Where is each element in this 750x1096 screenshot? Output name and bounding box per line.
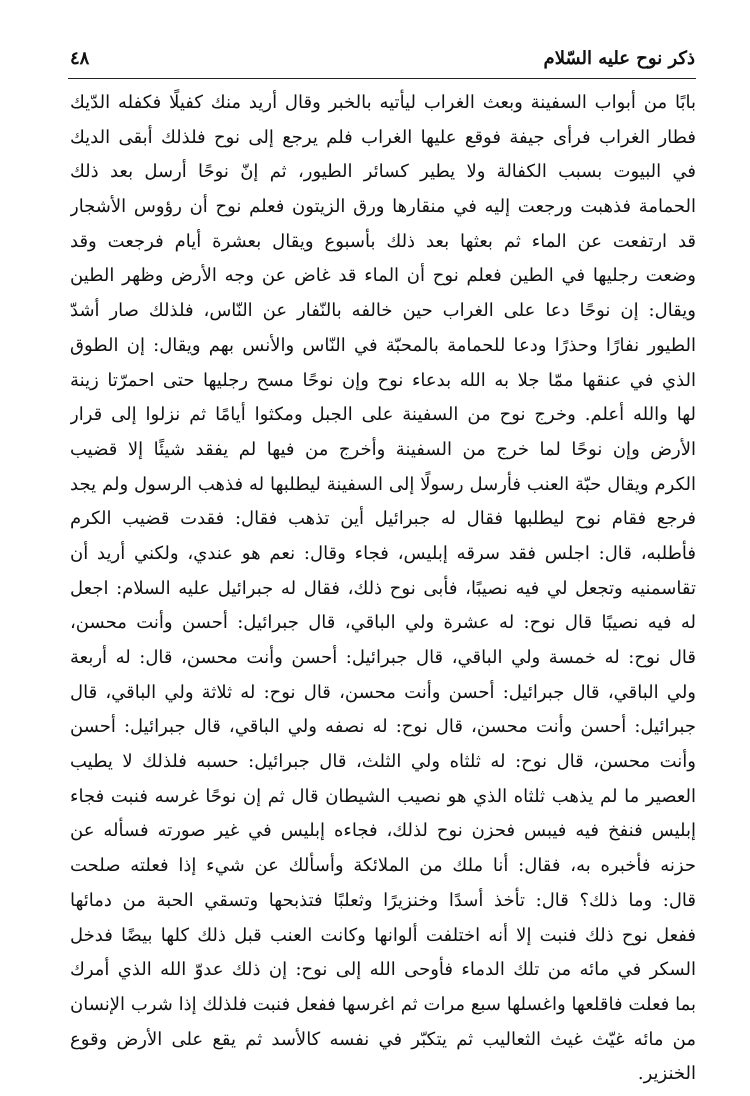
text-line: لها والله أعلم. وخرج نوح من السفينة على الجبل ومكثوا أيامًا ثم نزلوا إلى قرار xyxy=(70,404,696,426)
page-header xyxy=(70,46,695,76)
text-line: ففعل نوح ذلك فنبت إلا أنه اختلفت ألوانها وكانت العنب قبل ذلك كلها بيضًا فدخل xyxy=(70,924,696,946)
text-line: فأطلبه، قال: اجلس فقد سرقه إبليس، فجاء وقال: نعم هو عندي، ولكني أريد أن xyxy=(70,542,696,564)
text-line: حزنه فأخبره به، فقال: أنا ملك من الملائكة وأسألك عن شيء إذا فعلته صلحت xyxy=(70,855,696,877)
text-line: الخنزير. xyxy=(637,1063,696,1085)
text-line: الحمامة فذهبت ورجعت إليه في منقارها ورق الزيتون فعلم نوح أن رؤوس الأشجار xyxy=(70,196,696,218)
text-line: الأرض وإن نوحًا لما خرج من السفينة وأخرج من فيها لم يفقد شيئًا إلا قضيب xyxy=(70,438,696,460)
text-line: تقاسمنيه وتجعل لي فيه نصيبًا، فأبى نوح ذلك، فقال له جبرائيل عليه السلام: اجعل xyxy=(70,577,696,599)
text-line: في البيوت بسبب الكفالة ولا يطير كسائر الطيور، ثم إنّ نوحًا أرسل بعد ذلك xyxy=(70,161,696,183)
text-line: الذي في عنقها ممّا جلا به الله بدعاء نوح وإن نوحًا مسح رجليها حتى احمرّتا زينة xyxy=(70,369,696,391)
text-line: بابًا من أبواب السفينة وبعث الغراب ليأتيه بالخبر وقال أريد منك كفيلًا فكفله الدّيك xyxy=(70,92,696,113)
text-line: ويقال: إن نوحًا دعا على الغراب حين خالفه بالنّفار عن النّاس، فلذلك صار أشدّ xyxy=(70,300,696,322)
text-line: السكر في مائه من تلك الدماء فأوحى الله إلى نوح: إن ذلك عدوّ الله الذي أمرك xyxy=(70,959,696,981)
text-line: فرجع فقام نوح ليطلبها فقال له جبرائيل أين تذهب فقال: فقدت قضيب الكرم xyxy=(70,508,696,530)
text-line: ولي الباقي، قال جبرائيل: أحسن وأنت محسن، قال نوح: له ثلاثة ولي الباقي، قال xyxy=(70,681,696,703)
page-number: ٤٨ xyxy=(70,48,90,69)
text-line: وضعت رجليها في الطين فعلم نوح أن الماء قد غاض عن وجه الأرض وظهر الطين xyxy=(70,265,696,287)
text-line: وأنت محسن، قال نوح: له ثلثاه ولي الثلث، قال جبرائيل: حسبه فلذلك لا يطيب xyxy=(70,751,696,773)
text-line: إبليس فنفخ فيه فيبس فحزن نوح لذلك، فجاءه إبليس في غير صورته فسأله عن xyxy=(70,820,696,842)
text-line: الكرم ويقال حبّة العنب فأرسل رسولًا إلى السفينة ليطلبها له فذهب الرسول ولم يجد xyxy=(70,473,696,495)
text-line: العصير ما لم يذهب ثلثاه الذي هو نصيب الشيطان قال ثم إن نوحًا غرسه فنبت فجاء xyxy=(70,785,696,807)
text-line: فطار الغراب فرأى جيفة فوقع عليها الغراب فلم يرجع إلى نوح فلذلك أبقى الديك xyxy=(70,126,696,148)
chapter-title: ذكر نوح عليه السّلام xyxy=(543,48,695,69)
text-line: جبرائيل: أحسن وأنت محسن، قال نوح: له نصفه ولي الباقي، قال جبرائيل: أحسن xyxy=(70,716,696,738)
text-line: من مائه غيّث غيث الثعاليب ثم يتكبّر في نفسه كالأسد ثم يقع على الأرض وقوع xyxy=(70,1028,696,1050)
text-line: بما فعلت فاقلعها واغسلها سبع مرات ثم اغرسها ففعل فنبت فلذلك إذا شرب الإنسان xyxy=(70,993,696,1015)
text-line: له فيه نصيبًا قال نوح: له عشرة ولي الباقي، قال جبرائيل: أحسن وأنت محسن، xyxy=(70,612,696,634)
text-line: الطيور نفارًا وحذرًا ودعا للحمامة بالمحبّة في النّاس والأنس بهم ويقال: إن الطوق xyxy=(70,334,696,356)
text-line: قد ارتفعت عن الماء ثم بعثها بعد ذلك بأسبوع ويقال بعشرة أيام فرجعت وقد xyxy=(70,230,696,252)
header-rule xyxy=(68,78,696,79)
text-line: قال: وما ذلك؟ قال: تأخذ أسدًا وخنزيرًا وثعلبًا فتذبحها وتسقي الحبة من دمائها xyxy=(70,889,696,911)
text-line: قال نوح: له خمسة ولي الباقي، قال جبرائيل: أحسن وأنت محسن، قال: له أربعة xyxy=(70,647,696,668)
body-text xyxy=(70,86,696,1092)
